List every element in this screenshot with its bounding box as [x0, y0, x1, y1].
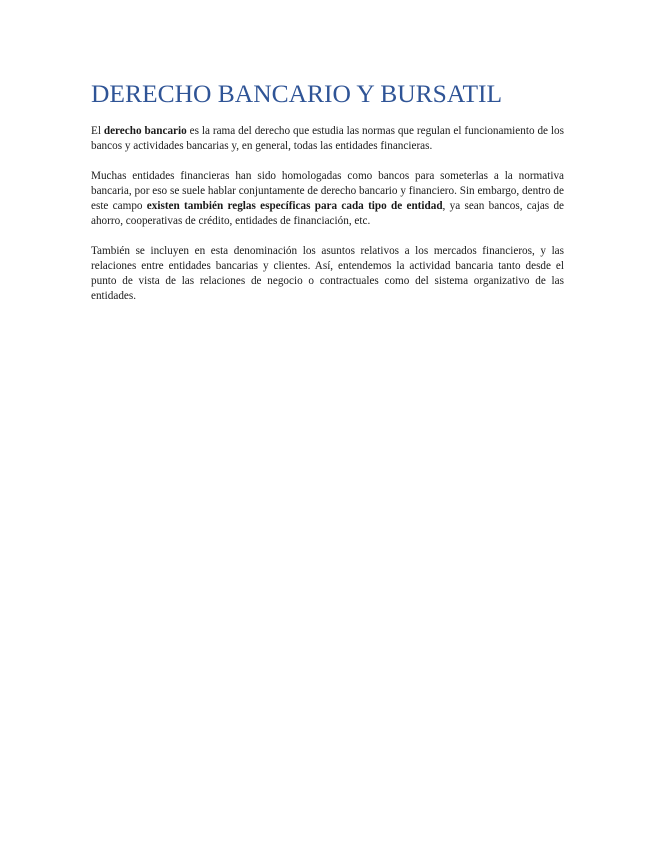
paragraph-3-text: También se incluyen en esta denominación los asuntos relativos a los mercados financieros, y las relaciones entre entidades bancarias y clientes. Así, entendemos la actividad bancaria tanto desde el punto de vista de las relaciones de negocio o contractuales como del sistema organizativo de las entidades.: [91, 245, 564, 302]
paragraph-2-text-continued: , ya sean bancos, cajas de ahorro, cooperativas de crédito, entidades de financiación, etc.: [91, 200, 565, 227]
paragraph-1-text: El: [91, 125, 104, 137]
paragraph-2-bold-phrase: existen también reglas específicas para cada tipo de entidad: [146, 200, 443, 212]
paragraph-1-text-continued: es la rama del derecho que estudia las normas que regulan el funcionamiento de los bancos y actividades bancarias y, en general, todas las entidades financieras.: [91, 125, 564, 152]
paragraph-2: [91, 169, 564, 229]
page-title: DERECHO BANCARIO Y BURSATIL: [91, 79, 503, 108]
paragraph-1-bold-term: derecho bancario: [103, 125, 187, 137]
paragraph-3: [91, 244, 564, 304]
paragraph-2-text: Muchas entidades financieras han sido homologadas como bancos para someterlas a la normativa bancaria, por eso se suele hablar conjuntamente de derecho bancario y financiero. Sin embargo, dentro de este campo: [91, 170, 564, 212]
paragraph-1: [91, 124, 564, 154]
document-body: [91, 78, 564, 304]
